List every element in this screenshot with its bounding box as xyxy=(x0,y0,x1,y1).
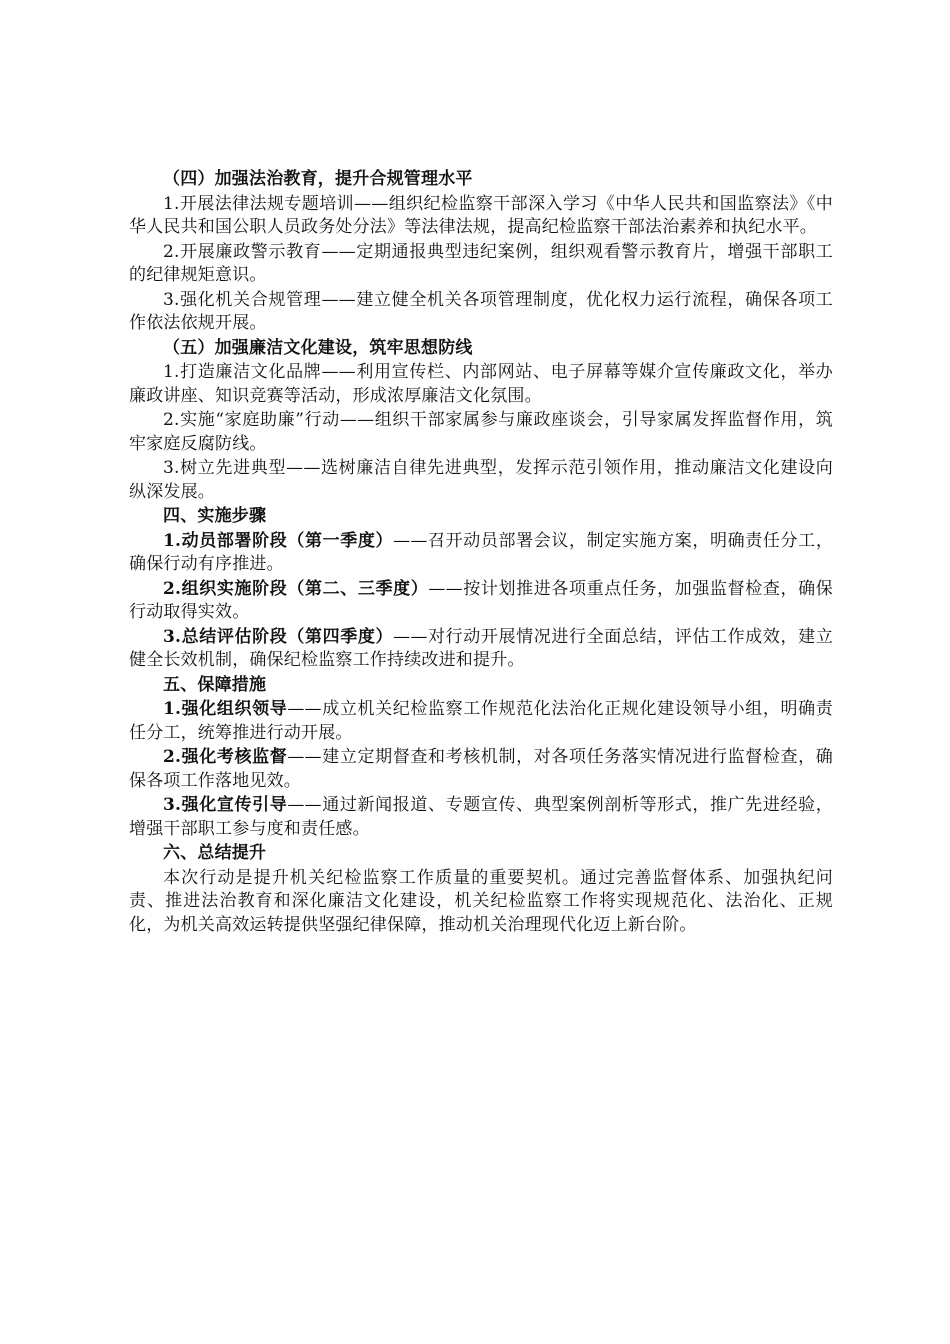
paragraph xyxy=(129,578,833,625)
paragraph xyxy=(129,457,833,504)
document-page xyxy=(129,168,833,938)
paragraph-text: 2.开展廉政警示教育——定期通报典型违纪案例，组织观看警示教育片，增强干部职工的纪律规矩意识。 xyxy=(129,241,833,285)
paragraph-text: ——召开动员部署会议，制定实施方案，明确责任分工，确保行动有序推进。 xyxy=(129,530,834,574)
paragraph xyxy=(129,241,833,288)
paragraph-lead: 3.强化宣传引导 xyxy=(163,795,288,815)
paragraph xyxy=(129,794,833,841)
section-heading-5-sub: （五）加强廉洁文化建设，筑牢思想防线 xyxy=(163,337,473,358)
section-heading-safeguards: 五、保障措施 xyxy=(163,674,267,695)
paragraph-text: ——通过新闻报道、专题宣传、典型案例剖析等形式，推广先进经验，增强干部职工参与度和责任感。 xyxy=(129,795,833,839)
paragraph-text: 1.打造廉洁文化品牌——利用宣传栏、内部网站、电子屏幕等媒介宣传廉政文化，举办廉政讲座、知识竞赛等活动，形成浓厚廉洁文化氛围。 xyxy=(129,362,833,406)
paragraph xyxy=(129,626,833,673)
section-heading-summary: 六、总结提升 xyxy=(163,843,267,863)
paragraph xyxy=(129,193,833,240)
paragraph-text: 2.实施“家庭助廉”行动——组织干部家属参与廉政座谈会，引导家属发挥监督作用，筑牢家庭反腐防线。 xyxy=(129,410,833,454)
section-heading-4-sub: （四）加强法治教育，提升合规管理水平 xyxy=(163,169,473,189)
paragraph-text: ——按计划推进各项重点任务，加强监督检查，确保行动取得实效。 xyxy=(129,578,833,622)
paragraph-text: ——成立机关纪检监察工作规范化法治化正规化建设领导小组，明确责任分工，统筹推进行动开展。 xyxy=(129,699,833,743)
paragraph xyxy=(129,746,833,793)
paragraph-lead: 1.动员部署阶段（第一季度） xyxy=(163,530,394,551)
paragraph-lead: 3.总结评估阶段（第四季度） xyxy=(163,626,394,647)
paragraph-lead: 1.强化组织领导 xyxy=(163,699,288,719)
paragraph-text: 3.树立先进典型——选树廉洁自律先进典型，发挥示范引领作用，推动廉洁文化建设向纵深发展。 xyxy=(129,458,833,502)
paragraph xyxy=(129,409,833,456)
paragraph-text: 本次行动是提升机关纪检监察工作质量的重要契机。通过完善监督体系、加强执纪问责、推进法治教育和深化廉洁文化建设，机关纪检监察工作将实现规范化、法治化、正规化，为机关高效运转提供坚强纪律保障，推动机关治理现代化迈上新台阶。 xyxy=(129,867,833,935)
paragraph-text: 3.强化机关合规管理——建立健全机关各项管理制度，优化权力运行流程，确保各项工作依法依规开展。 xyxy=(129,289,833,333)
paragraph xyxy=(129,289,833,336)
paragraph xyxy=(129,361,833,408)
paragraph xyxy=(129,530,833,577)
section-heading-implementation: 四、实施步骤 xyxy=(163,506,267,526)
paragraph-text: ——对行动开展情况进行全面总结，评估工作成效，建立健全长效机制，确保纪检监察工作持续改进和提升。 xyxy=(129,626,834,670)
paragraph-lead: 2.组织实施阶段（第二、三季度） xyxy=(163,578,429,599)
paragraph-text: ——建立定期督查和考核机制，对各项任务落实情况进行监督检查，确保各项工作落地见效。 xyxy=(129,747,833,791)
paragraph-text: 1.开展法律法规专题培训——组织纪检监察干部深入学习《中华人民共和国监察法》《中华人民共和国公职人员政务处分法》等法律法规，提高纪检监察干部法治素养和执纪水平。 xyxy=(129,193,833,237)
paragraph-lead: 2.强化考核监督 xyxy=(163,747,288,767)
paragraph xyxy=(129,698,833,745)
paragraph xyxy=(129,867,833,938)
